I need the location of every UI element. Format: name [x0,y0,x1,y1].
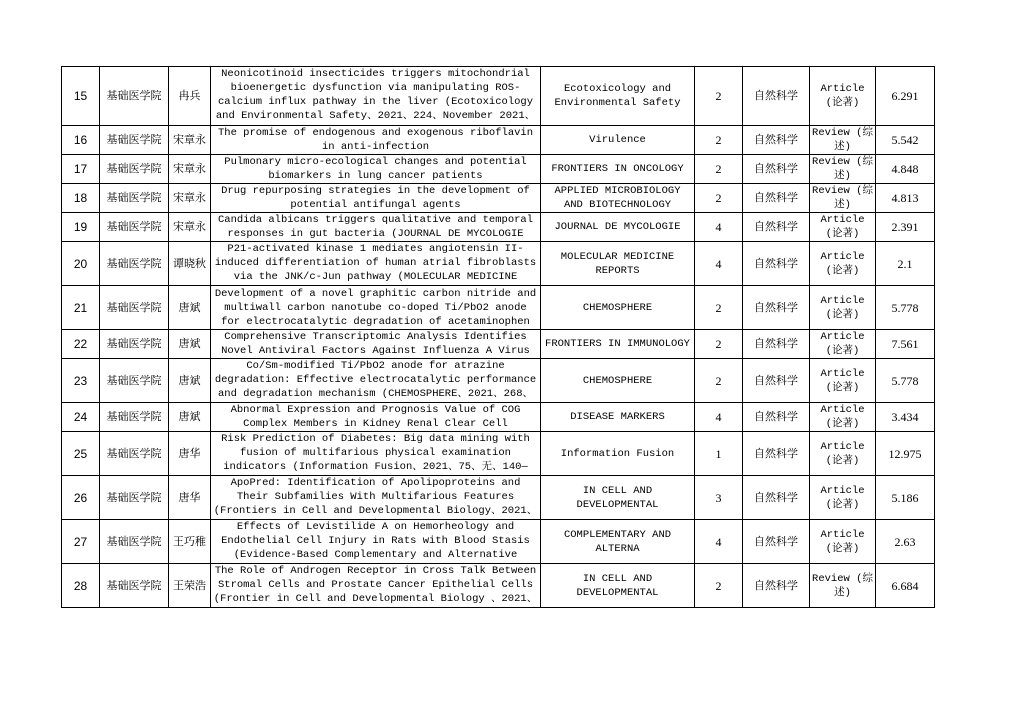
college-cell: 基础医学院 [100,155,169,184]
author-cell: 宋章永 [169,155,211,184]
category-cell: 自然科学 [743,155,810,184]
college-cell: 基础医学院 [100,476,169,520]
title-text: The promise of endogenous and exogenous riboflavin in anti-infection [217,127,534,153]
table-row [62,67,935,126]
college-cell: 基础医学院 [100,242,169,286]
title-cell [211,242,541,286]
table-row [62,286,935,330]
impact-factor-cell: 4.813 [876,184,935,213]
title-cell [211,126,541,155]
journal-cell [541,476,695,520]
journal-text: APPLIED MICROBIOLOGY AND BIOTECHNOLOGY [554,185,681,211]
row-number: 23 [62,359,100,403]
authors-count-cell: 2 [695,155,743,184]
author-cell: 王荣浩 [169,564,211,608]
type-cell: Article (论著) [810,330,876,359]
journal-cell [541,213,695,242]
college-cell: 基础医学院 [100,564,169,608]
title-cell [211,476,541,520]
title-text: P21-activated kinase 1 mediates angiotensin II-induced differentiation of human atrial fibroblasts via the JNK/c-Jun pathway (MOLECULAR MEDICINE [214,243,537,283]
row-number: 25 [62,432,100,476]
college-cell: 基础医学院 [100,184,169,213]
publication-table [61,66,935,608]
impact-factor-cell: 12.975 [876,432,935,476]
table-row [62,359,935,403]
impact-factor-cell: 6.684 [876,564,935,608]
author-cell: 唐斌 [169,330,211,359]
journal-text: FRONTIERS IN IMMUNOLOGY [545,338,690,350]
table-row [62,126,935,155]
table-row [62,520,935,564]
type-cell: Review (综述) [810,184,876,213]
row-number: 20 [62,242,100,286]
row-number: 27 [62,520,100,564]
impact-factor-cell: 2.63 [876,520,935,564]
table-row [62,242,935,286]
journal-cell [541,359,695,403]
impact-factor-cell: 5.778 [876,286,935,330]
author-cell: 宋章永 [169,213,211,242]
category-cell: 自然科学 [743,403,810,432]
title-text: Neonicotinoid insecticides triggers mitochondrial bioenergetic dysfunction via manipulating ROS-calcium influx pathway in the liver (Ecotoxicology and Environmental Safety、2021、224、November 2021、 [215,68,536,122]
journal-text: DISEASE MARKERS [570,411,665,423]
college-cell: 基础医学院 [100,359,169,403]
type-cell: Article (论著) [810,67,876,126]
journal-text: MOLECULAR MEDICINE REPORTS [560,250,675,277]
title-text: Drug repurposing strategies in the development of potential antifungal agents [221,185,530,211]
authors-count-cell: 2 [695,286,743,330]
title-cell [211,213,541,242]
type-cell: Article (论著) [810,432,876,476]
title-text: Risk Prediction of Diabetes: Big data mining with fusion of multifarious physical examination indicators (Information Fusion、2021、75、无、140— [221,433,530,473]
journal-cell [541,67,695,126]
journal-cell [541,520,695,564]
impact-factor-cell: 4.848 [876,155,935,184]
table-row [62,155,935,184]
journal-text: CHEMOSPHERE [582,301,653,314]
author-cell: 王巧稚 [169,520,211,564]
journal-cell [541,330,695,359]
author-cell: 唐斌 [169,286,211,330]
title-text: Effects of Levistilide A on Hemorheology and Endothelial Cell Injury in Rats with Blood Stasis (Evidence-Based Complementary and Alternative [221,521,530,561]
authors-count-cell: 4 [695,213,743,242]
author-cell: 唐斌 [169,359,211,403]
category-cell: 自然科学 [743,330,810,359]
authors-count-cell: 4 [695,520,743,564]
college-cell: 基础医学院 [100,403,169,432]
type-cell: Article (论著) [810,213,876,242]
table-row [62,403,935,432]
table-row [62,432,935,476]
impact-factor-cell: 2.1 [876,242,935,286]
author-cell: 唐斌 [169,403,211,432]
author-cell: 唐华 [169,432,211,476]
row-number: 16 [62,126,100,155]
journal-text: IN CELL AND DEVELOPMENTAL [576,484,659,511]
type-cell: Review (综述) [810,155,876,184]
table-body [62,67,935,608]
college-cell: 基础医学院 [100,126,169,155]
impact-factor-cell: 7.561 [876,330,935,359]
authors-count-cell: 2 [695,184,743,213]
journal-text: COMPLEMENTARY AND ALTERNA [563,528,672,555]
title-text: Development of a novel graphitic carbon nitride and multiwall carbon nanotube co-doped Ti/PbO2 anode for electrocatalytic degradation of acetaminophen [214,287,537,328]
table-row [62,213,935,242]
authors-count-cell: 4 [695,242,743,286]
type-cell: Article (论著) [810,520,876,564]
category-cell: 自然科学 [743,67,810,126]
author-cell: 宋章永 [169,184,211,213]
row-number: 28 [62,564,100,608]
college-cell: 基础医学院 [100,330,169,359]
title-cell [211,330,541,359]
title-cell [211,403,541,432]
title-text: Candida albicans triggers qualitative and temporal responses in gut bacteria (JOURNAL DE MYCOLOGIE [217,214,534,240]
title-cell [211,286,541,330]
journal-cell [541,403,695,432]
type-cell: Article (论著) [810,359,876,403]
type-cell: Article (论著) [810,286,876,330]
title-text: ApoPred: Identification of Apolipoproteins and Their Subfamilies With Multifarious Features (Frontiers in Cell and Developmental Biology、2021、 [213,477,538,517]
table-row [62,330,935,359]
category-cell: 自然科学 [743,520,810,564]
category-cell: 自然科学 [743,476,810,520]
title-text: Pulmonary micro-ecological changes and potential biomarkers in lung cancer patients [224,156,527,182]
author-cell: 唐华 [169,476,211,520]
journal-cell [541,242,695,286]
category-cell: 自然科学 [743,286,810,330]
impact-factor-cell: 6.291 [876,67,935,126]
college-cell: 基础医学院 [100,67,169,126]
authors-count-cell: 2 [695,67,743,126]
author-cell: 冉兵 [169,67,211,126]
row-number: 22 [62,330,100,359]
category-cell: 自然科学 [743,126,810,155]
type-cell: Article (论著) [810,476,876,520]
impact-factor-cell: 3.434 [876,403,935,432]
college-cell: 基础医学院 [100,520,169,564]
title-text: Abnormal Expression and Prognosis Value of COG Complex Members in Kidney Renal Clear Cell [230,404,521,430]
type-cell: Review (综述) [810,126,876,155]
journal-text: IN CELL AND DEVELOPMENTAL [576,572,659,599]
row-number: 21 [62,286,100,330]
category-cell: 自然科学 [743,213,810,242]
impact-factor-cell: 2.391 [876,213,935,242]
type-cell: Article (论著) [810,242,876,286]
college-cell: 基础医学院 [100,286,169,330]
category-cell: 自然科学 [743,564,810,608]
journal-cell [541,564,695,608]
row-number: 19 [62,213,100,242]
row-number: 18 [62,184,100,213]
author-cell: 谭晓秋 [169,242,211,286]
title-cell [211,520,541,564]
journal-cell [541,126,695,155]
category-cell: 自然科学 [743,359,810,403]
title-cell [211,184,541,213]
authors-count-cell: 1 [695,432,743,476]
authors-count-cell: 3 [695,476,743,520]
title-cell [211,564,541,608]
authors-count-cell: 2 [695,359,743,403]
journal-text: Virulence [589,134,646,146]
title-cell [211,359,541,403]
author-cell: 宋章永 [169,126,211,155]
category-cell: 自然科学 [743,432,810,476]
college-cell: 基础医学院 [100,432,169,476]
journal-text: FRONTIERS IN ONCOLOGY [551,163,684,175]
journal-text: Information Fusion [560,447,675,460]
type-cell: Article (论著) [810,403,876,432]
category-cell: 自然科学 [743,184,810,213]
type-cell: Review (综述) [810,564,876,608]
journal-cell [541,155,695,184]
journal-cell [541,184,695,213]
title-text: Comprehensive Transcriptomic Analysis Identifies Novel Antiviral Factors Against Influenza A Virus [221,331,530,357]
journal-cell [541,432,695,476]
journal-cell [541,286,695,330]
title-cell [211,155,541,184]
impact-factor-cell: 5.542 [876,126,935,155]
title-text: Co/Sm-modified Ti/PbO2 anode for atrazine degradation: Effective electrocatalytic performance and degradation mechanism (CHEMOSPHERE、2021、268、 [214,360,537,400]
authors-count-cell: 4 [695,403,743,432]
impact-factor-cell: 5.778 [876,359,935,403]
journal-text: CHEMOSPHERE [582,374,653,387]
table-row [62,476,935,520]
row-number: 24 [62,403,100,432]
table-row [62,564,935,608]
title-cell [211,67,541,126]
journal-text: Ecotoxicology and Environmental Safety [554,83,681,109]
authors-count-cell: 2 [695,126,743,155]
row-number: 17 [62,155,100,184]
row-number: 15 [62,67,100,126]
row-number: 26 [62,476,100,520]
authors-count-cell: 2 [695,564,743,608]
college-cell: 基础医学院 [100,213,169,242]
impact-factor-cell: 5.186 [876,476,935,520]
category-cell: 自然科学 [743,242,810,286]
authors-count-cell: 2 [695,330,743,359]
title-text: The Role of Androgen Receptor in Cross Talk Between Stromal Cells and Prostate Cancer Epithelial Cells (Frontier in Cell and Developmental Biology 、2021、 [213,565,538,605]
journal-text: JOURNAL DE MYCOLOGIE [554,221,681,233]
table-row [62,184,935,213]
title-cell [211,432,541,476]
